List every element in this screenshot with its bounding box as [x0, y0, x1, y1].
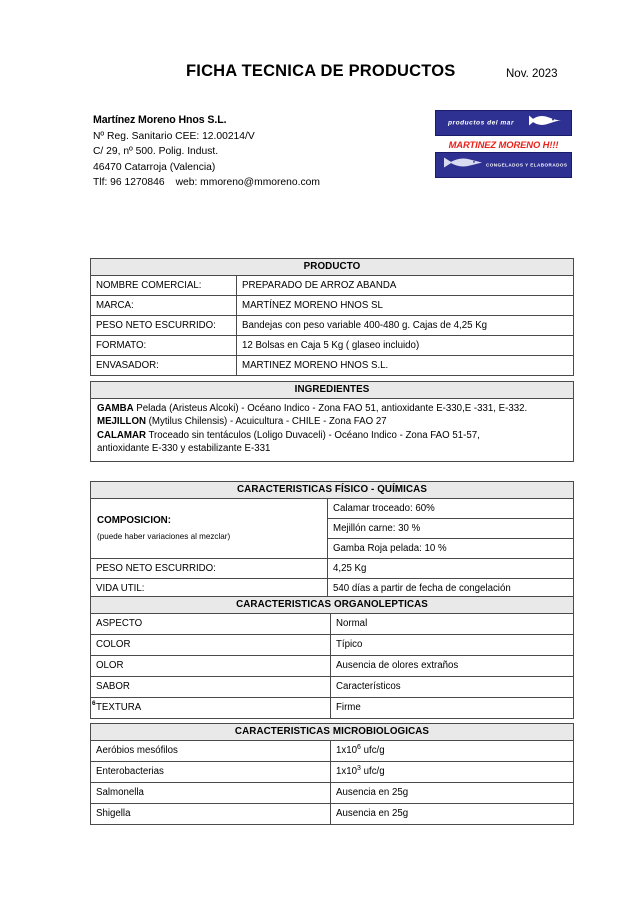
- table-row: [91, 399, 574, 462]
- table-row: [91, 336, 574, 356]
- table-row: [91, 741, 574, 762]
- row-label: ASPECTO: [91, 614, 331, 635]
- row-label: OLOR: [91, 656, 331, 677]
- table-title-producto: PRODUCTO: [91, 259, 574, 276]
- ingredient-name: CALAMAR: [97, 429, 146, 441]
- row-label: SABOR: [91, 677, 331, 698]
- row-value: 4,25 Kg: [328, 559, 574, 579]
- row-value: Ausencia en 25g: [331, 804, 574, 825]
- ingredient-detail: (Mytilus Chilensis) - Acuicultura - CHILE - Zona FAO 27: [145, 416, 387, 428]
- row-value: MARTINEZ MORENO HNOS S.L.: [237, 356, 574, 376]
- table-header-row: [91, 259, 574, 276]
- count-base: 1x10: [336, 745, 358, 756]
- table-header-row: [91, 382, 574, 399]
- composicion-label-cell: [91, 499, 328, 559]
- row-value: 540 días a partir de fecha de congelación: [328, 579, 574, 599]
- count-unit: ufc/g: [360, 745, 385, 756]
- logo-bottom-text: CONGELADOS Y ELABORADOS: [486, 162, 568, 168]
- table-title-organolepticas: CARACTERISTICAS ORGANOLEPTICAS: [91, 597, 574, 614]
- company-registry: Nº Reg. Sanitario CEE: 12.00214/V: [93, 130, 255, 142]
- company-web: web: mmoreno@mmoreno.com: [175, 177, 320, 188]
- ingredient-line-calamar: [97, 429, 567, 442]
- table-row: [91, 677, 574, 698]
- table-row: [91, 698, 574, 719]
- table-row: [91, 559, 574, 579]
- table-header-row: [91, 724, 574, 741]
- table-producto: [90, 258, 574, 376]
- company-name: Martínez Moreno Hnos S.L.: [93, 114, 227, 126]
- composicion-value: Mejillón carne: 30 %: [328, 519, 574, 539]
- count-exponent: 3: [357, 764, 361, 772]
- table-row: [91, 316, 574, 336]
- row-value: PREPARADO DE ARROZ ABANDA: [237, 276, 574, 296]
- logo-congelados-y-elaborados: [435, 152, 572, 178]
- row-label: Enterobacterias: [91, 762, 331, 783]
- composicion-note: (puede haber variaciones al mezclar): [97, 532, 231, 541]
- table-row: [91, 783, 574, 804]
- table-microbiologicas: [90, 723, 574, 825]
- ingredientes-body: [91, 399, 574, 462]
- logo-middle-text: MARTINEZ MORENO H!!!: [448, 138, 559, 150]
- document-date: Nov. 2023: [506, 68, 558, 80]
- table-title-ingredientes: INGREDIENTES: [91, 382, 574, 399]
- composicion-label: COMPOSICION:: [97, 515, 172, 526]
- page-title: FICHA TECNICA DE PRODUCTOS: [186, 62, 456, 80]
- ingredient-name: MEJILLON: [97, 416, 146, 428]
- table-ingredientes: [90, 381, 574, 462]
- brand-logo-block: [435, 110, 572, 178]
- count-exponent: 6: [357, 743, 361, 751]
- ingredient-detail: Troceado sin tentáculos (Loligo Duvaceli) - Océano Indico - Zona FAO 51-57,: [145, 429, 480, 441]
- row-value: Característicos: [331, 677, 574, 698]
- table-row: [91, 656, 574, 677]
- row-label: TEXTURA: [91, 698, 331, 719]
- table-header-row: [91, 482, 574, 499]
- row-label: Salmonella: [91, 783, 331, 804]
- logo-productos-del-mar: [435, 110, 572, 136]
- table-row: [91, 296, 574, 316]
- company-contact: [93, 175, 320, 191]
- table-row: [91, 635, 574, 656]
- row-label: NOMBRE COMERCIAL:: [91, 276, 237, 296]
- ingredient-name: GAMBA: [97, 403, 134, 414]
- table-organolepticas: [90, 596, 574, 719]
- table-title-fisico-quimicas: CARACTERISTICAS FÍSICO - QUÍMICAS: [91, 482, 574, 499]
- count-base: 1x10: [336, 766, 358, 777]
- ingredient-line-gamba: [97, 402, 567, 415]
- table-title-microbiologicas: CARACTERISTICAS MICROBIOLOGICAS: [91, 724, 574, 741]
- fish-icon: [444, 156, 482, 175]
- table-row: [91, 499, 574, 519]
- row-label: PESO NETO ESCURRIDO:: [91, 559, 328, 579]
- row-value: Típico: [331, 635, 574, 656]
- row-label: Aeróbios mesófilos: [91, 741, 331, 762]
- company-city: 46470 Catarroja (Valencia): [93, 161, 216, 173]
- table-header-row: [91, 597, 574, 614]
- row-label: ENVASADOR:: [91, 356, 237, 376]
- fish-icon: [529, 113, 563, 134]
- table-row: [91, 614, 574, 635]
- ingredient-line-additives: antioxidante E-330 y estabilizante E-331: [97, 443, 271, 455]
- row-value: [331, 741, 574, 762]
- row-value: [331, 762, 574, 783]
- page-marker: 6: [92, 700, 96, 707]
- row-label: COLOR: [91, 635, 331, 656]
- company-street: C/ 29, nº 500. Polig. Indust.: [93, 146, 219, 157]
- table-row: [91, 762, 574, 783]
- count-unit: ufc/g: [360, 766, 385, 777]
- row-value: Ausencia de olores extraños: [331, 656, 574, 677]
- ingredient-line-mejillon: [97, 415, 567, 428]
- composicion-value: Calamar troceado: 60%: [328, 499, 574, 519]
- row-label: MARCA:: [91, 296, 237, 316]
- row-value: Bandejas con peso variable 400-480 g. Cajas de 4,25 Kg: [237, 316, 574, 336]
- ingredient-detail: Pelada (Aristeus Alcoki) - Océano Indico - Zona FAO 51, antioxidante E-330,E -331, E-332.: [133, 403, 528, 414]
- composicion-value: Gamba Roja pelada: 10 %: [328, 539, 574, 559]
- row-value: Ausencia en 25g: [331, 783, 574, 804]
- row-label: PESO NETO ESCURRIDO:: [91, 316, 237, 336]
- row-value: 12 Bolsas en Caja 5 Kg ( glaseo incluido): [237, 336, 574, 356]
- row-value: Normal: [331, 614, 574, 635]
- table-row: [91, 356, 574, 376]
- logo-middle-wordmark: [435, 136, 572, 152]
- row-label: Shigella: [91, 804, 331, 825]
- row-value: Firme: [331, 698, 574, 719]
- row-value: MARTÍNEZ MORENO HNOS SL: [237, 296, 574, 316]
- company-phone: Tlf: 96 1270846: [93, 177, 165, 188]
- table-row: [91, 804, 574, 825]
- row-label: FORMATO:: [91, 336, 237, 356]
- company-info-block: [93, 113, 320, 191]
- table-row: [91, 276, 574, 296]
- logo-top-text: productos del mar: [448, 119, 515, 127]
- row-label: VIDA UTIL:: [91, 579, 328, 599]
- table-fisico-quimicas: [90, 481, 574, 599]
